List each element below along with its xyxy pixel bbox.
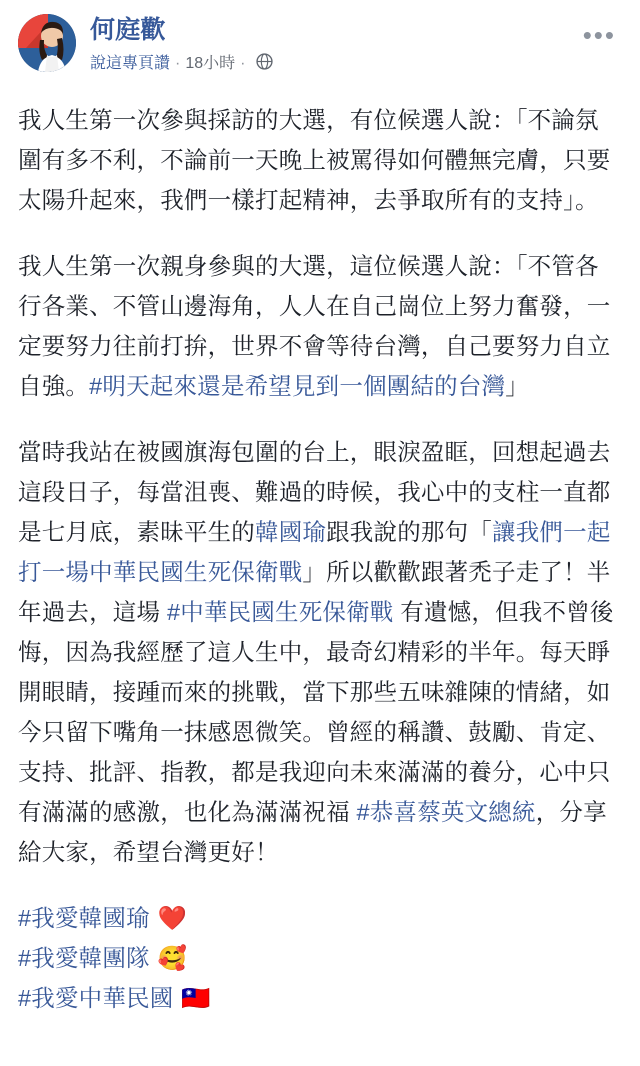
emoji-glyph: 🇹🇼 (173, 984, 211, 1012)
hashtag-link[interactable]: #明天起來還是希望見到一個團結的台灣 (89, 373, 506, 399)
hashtag-link[interactable]: #恭喜蔡英文總統 (356, 799, 536, 825)
globe-icon[interactable] (256, 53, 273, 75)
avatar[interactable] (18, 14, 76, 72)
page-name[interactable]: 何庭歡 (90, 16, 166, 44)
post-meta (90, 53, 273, 75)
post-options-button[interactable]: ••• (582, 20, 616, 50)
post-timestamp[interactable]: 18小時 (185, 55, 236, 72)
hashtag-line (18, 978, 622, 1018)
profile-mention-link[interactable]: 讓我們一起打一場中華民國生死保衛戰 (18, 519, 611, 585)
post-paragraph-1: 我人生第一次參與採訪的大選，有位候選人說：「不論氛圍有多不利，不論前一天晚上被罵得如何體無完膚，只要太陽升起來，我們一樣打起精神，去爭取所有的支持」。 (18, 107, 611, 213)
hashtag-line (18, 938, 622, 978)
emoji-glyph: ❤️ (149, 904, 187, 932)
meta-separator-1: · (175, 55, 181, 72)
post-header (18, 14, 622, 78)
post-hashtag-lines (18, 898, 622, 1018)
post-hashtag-block (18, 898, 622, 1018)
post-paragraph-3: 當時我站在被國旗海包圍的台上，眼淚盈眶，回想起過去這段日子，每當沮喪、難過的時候，我心中的支柱一直都是七月底，素昧平生的韓國瑜跟我說的那句「讓我們一起打一場中華民國生死保衛戰」所以歡歡跟著禿子走了！半年過去，這場 #中華民國生死保衛戰 有遺憾，但我不曾後悔，因為我經歷了這人生中，最奇幻精彩的半年。每天睜開眼睛，接踵而來的挑戰，當下那些五味雜陳的情緒，如今只留下嘴角一抹感恩微笑。曾經的稱讚、鼓勵、肯定、支持、批評、指教，都是我迎向未來滿滿的養分，心中只有滿滿的感激，也化為滿滿祝福 #恭喜蔡英文總統，分享給大家，希望台灣更好！ (18, 439, 614, 865)
meta-separator-2: · (240, 55, 246, 72)
post-message (18, 100, 622, 1018)
hashtag-link[interactable]: #我愛中華民國 (18, 985, 174, 1011)
post-header-text (90, 14, 273, 75)
hashtag-link[interactable]: #中華民國生死保衛戰 (166, 599, 394, 625)
profile-mention-link[interactable]: 韓國瑜 (255, 519, 327, 545)
hashtag-link[interactable]: #我愛韓國瑜 (18, 905, 150, 931)
sponsored-label[interactable]: 說這專頁讚 (90, 55, 171, 72)
emoji-glyph: 🥰 (149, 944, 187, 972)
hashtag-line (18, 898, 622, 938)
post-paragraph-2: 我人生第一次親身參與的大選，這位候選人說：「不管各行各業、不管山邊海角，人人在自己崗位上努力奮發，一定要努力往前打拚，世界不會等待台灣，自己要努力自立自強。#明天起來還是希望見到一個團結的台灣」 (18, 253, 611, 399)
hashtag-link[interactable]: #我愛韓團隊 (18, 945, 150, 971)
